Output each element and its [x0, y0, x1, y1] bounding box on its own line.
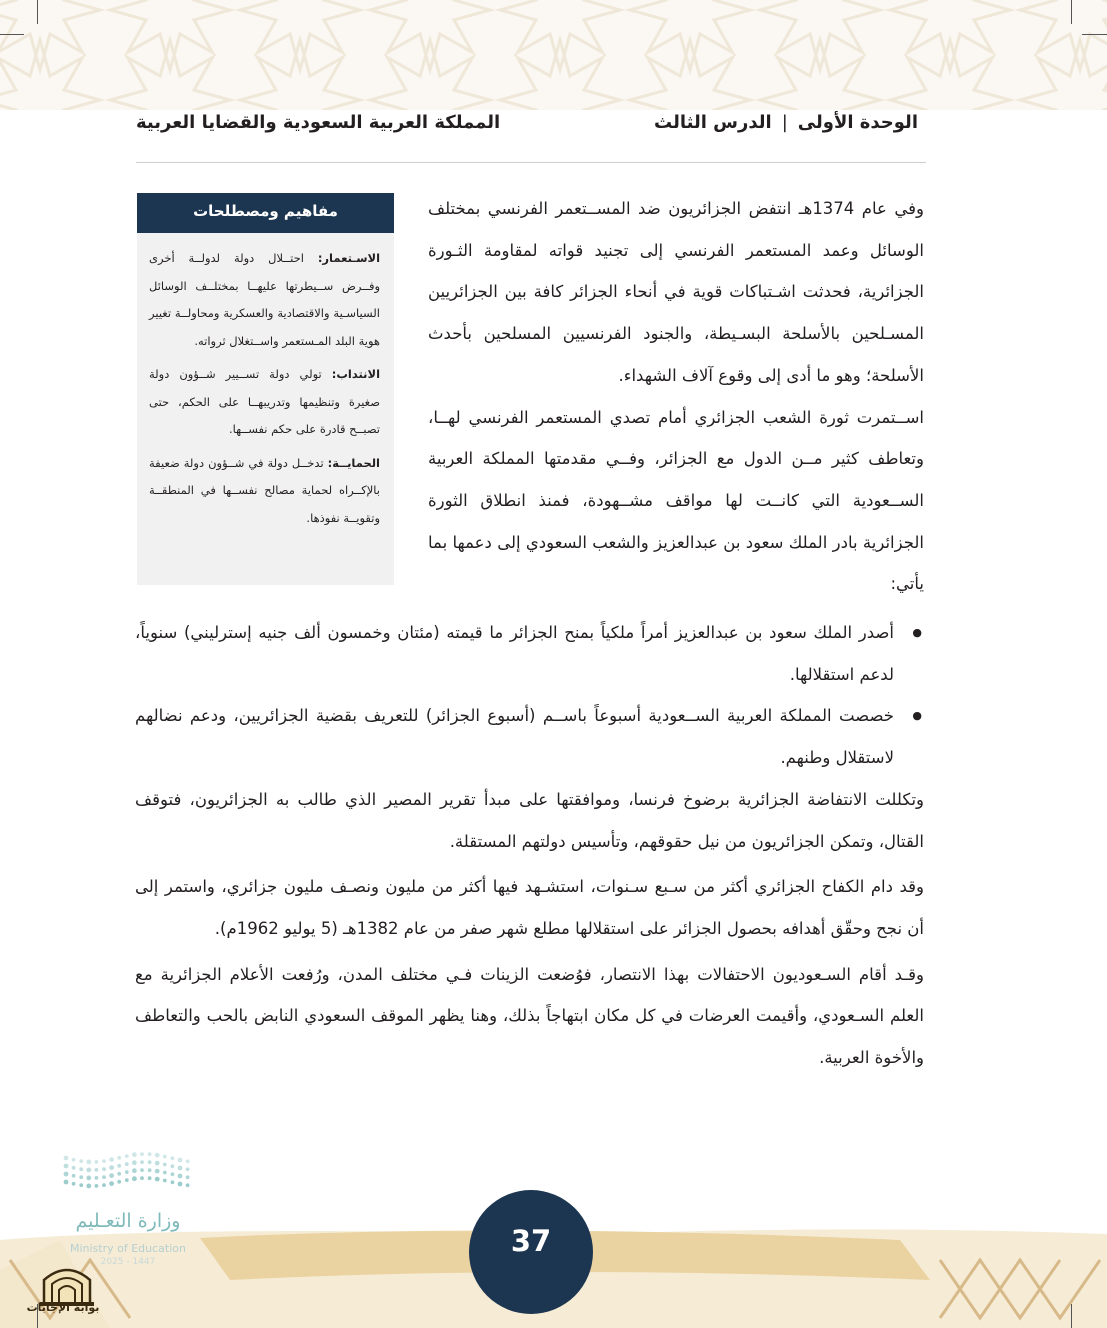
- sidebar-body: [137, 233, 394, 546]
- logo-dot: [178, 1182, 183, 1187]
- crop-mark: [0, 34, 24, 35]
- logo-dot: [132, 1160, 137, 1165]
- main-text-column: [428, 188, 924, 605]
- logo-dot: [95, 1184, 99, 1188]
- logo-dot: [86, 1160, 91, 1165]
- logo-dot: [79, 1183, 83, 1187]
- full-width-text: [135, 612, 924, 1083]
- header-divider: [136, 162, 926, 163]
- body-paragraph: وتكللت الانتفاضة الجزائرية برضوخ فرنسا، وموافقتها على مبدأ تقرير المصير الذي طالب به الجزائريون، فتوقف القتال، وتمكن الجزائريون من نيل حقوقهم، وتأسيس دولتهم المستقلة.: [135, 789, 924, 851]
- logo-dot: [171, 1156, 175, 1160]
- logo-dot: [186, 1167, 190, 1171]
- logo-dot: [72, 1174, 76, 1178]
- body-paragraph: وفي عام 1374هـ انتفض الجزائريون ضد المســتعمر الفرنسي بمختلف الوسائل وعمد المستعمر الفرنسي إلى تجنيد قواته لمقاومة الثـورة الجزائرية، فحدثت اشـتباكات قوية في أنحاء الجزائر كافة بين الجزائريين المسـلحين بالأسلحة البسـيطة، والجنود الفرنسيين المسلحين بأحدث الأسلحة؛ وهو ما أدى إلى وقوع آلاف الشهداء.: [428, 199, 924, 385]
- logo-dot: [148, 1176, 152, 1180]
- page-header: [136, 112, 918, 146]
- logo-dot: [140, 1160, 144, 1164]
- logo-dot: [171, 1180, 175, 1184]
- topic-title: المملكة العربية السعودية والقضايا العربية: [136, 112, 501, 133]
- logo-dot: [86, 1184, 91, 1189]
- page-number: 37: [510, 1224, 552, 1258]
- logo-dot: [72, 1166, 76, 1170]
- logo-dot: [86, 1176, 91, 1181]
- top-decorative-pattern: [0, 0, 1107, 110]
- logo-dot: [178, 1174, 183, 1179]
- ministry-logo: [58, 1150, 208, 1270]
- logo-dot: [148, 1152, 152, 1156]
- term-protectorate: [149, 450, 380, 533]
- logo-dot: [163, 1163, 167, 1167]
- watermark-text: بوابة الإجابات: [26, 1301, 100, 1314]
- logo-dot: [132, 1168, 137, 1173]
- logo-dot: [186, 1175, 190, 1179]
- unit-title: الوحدة الأولى: [797, 112, 918, 133]
- crop-mark: [1071, 0, 1072, 24]
- logo-dot: [186, 1159, 190, 1163]
- body-paragraph: وقد دام الكفاح الجزائري أكثر من سـبع سـنوات، استشـهد فيها أكثر من مليون ونصـف مليون جزائري، واستمر إلى أن نجح وحقّق أهدافه بحصول الجزائر على استقلالها مطلع شهر صفر من عام 1382هـ (5 يوليو 1962م).: [135, 877, 924, 938]
- logo-dot: [102, 1175, 106, 1179]
- logo-dot: [72, 1182, 76, 1186]
- crop-mark: [37, 0, 38, 24]
- logo-dot: [132, 1176, 137, 1181]
- ministry-name-english: Ministry of Education: [69, 1242, 186, 1255]
- header-separator: |: [781, 112, 788, 133]
- logo-dot: [64, 1156, 69, 1161]
- ministry-name-arabic: وزارة التعـليم: [75, 1210, 181, 1232]
- logo-dot: [148, 1160, 152, 1164]
- logo-dot: [155, 1169, 160, 1174]
- logo-dot: [163, 1155, 167, 1159]
- lesson-title: الدرس الثالث: [654, 112, 772, 133]
- logo-dot: [117, 1164, 121, 1168]
- logo-dot: [155, 1161, 160, 1166]
- logo-dot: [79, 1175, 83, 1179]
- sidebar-title: مفاهيم ومصطلحات: [137, 193, 394, 233]
- term-name: الاسـتعمار:: [317, 251, 381, 265]
- logo-dot: [72, 1158, 76, 1162]
- bullet-item: ● خصصت المملكة العربية الســعودية أسبوعاً باســم (أسبوع الجزائر) للتعريف بقضية الجزائريين، ودعم نضالهم لاستقلال وطنهم.: [135, 695, 924, 778]
- gateway-watermark-icon: [28, 1256, 106, 1326]
- logo-dot: [64, 1164, 69, 1169]
- logo-dot: [117, 1180, 121, 1184]
- logo-dot: [140, 1176, 144, 1180]
- logo-dot: [171, 1164, 175, 1168]
- logo-dot: [95, 1168, 99, 1172]
- logo-dot: [109, 1165, 114, 1170]
- logo-dot: [102, 1167, 106, 1171]
- logo-dot: [125, 1170, 129, 1174]
- term-definition: تدخــل دولة في شــؤون دولة ضعيفة بالإكــراه لحماية مصالح نفســها في المنطقــة وتقويــة نفوذها.: [149, 455, 380, 525]
- logo-dot: [163, 1179, 167, 1183]
- logo-dot: [79, 1167, 83, 1171]
- logo-dot: [186, 1183, 190, 1187]
- logo-dot: [125, 1178, 129, 1182]
- logo-dot: [79, 1159, 83, 1163]
- logo-dot: [163, 1171, 167, 1175]
- term-definition: تولي دولة تســيير شــؤون دولة صغيرة وتنظيمها وتدريبهــا على الحكم، حتى تصبــح قادرة على حكم نفســها.: [149, 367, 380, 436]
- logo-dot: [102, 1159, 106, 1163]
- edition-year: 2025 - 1447: [100, 1257, 156, 1267]
- ministry-dots-icon: [58, 1150, 198, 1200]
- logo-dot: [125, 1154, 129, 1158]
- logo-dot: [140, 1168, 144, 1172]
- logo-dot: [155, 1153, 160, 1158]
- logo-dot: [95, 1176, 99, 1180]
- unit-lesson-label: [654, 112, 918, 133]
- body-paragraph: وقـد أقام السـعوديون الاحتفالات بهذا الانتصار، فوُضعت الزينات فـي مختلف المدن، ورُفعت الأعلام الجزائرية مع العلم السـعودي، وأقيمت العرضات في كل مكان ابتهاجاً بذلك، وهنا يظهر الموقف السعودي النابض بالحب والتعاطف والأخوة العربية.: [135, 964, 924, 1068]
- logo-dot: [102, 1183, 106, 1187]
- logo-dot: [155, 1177, 160, 1182]
- logo-dot: [95, 1160, 99, 1164]
- logo-dot: [171, 1172, 175, 1176]
- term-colonialism: [149, 245, 380, 355]
- term-name: الانتداب:: [331, 367, 381, 381]
- crop-mark: [1071, 1304, 1072, 1328]
- logo-dot: [86, 1168, 91, 1173]
- term-name: الحمايــة:: [327, 455, 381, 470]
- body-paragraph: اســتمرت ثورة الشعب الجزائري أمام تصدي المستعمر الفرنسي لهــا، وتعاطف كثير مــن الدول مع الجزائر، وفــي مقدمتها المملكة العربية الســعودية التي كانــت لها مواقف مشــهودة، فمنذ انطلاق الثورة الجزائرية بادر الملك سعود بن عبدالعزيز والشعب السعودي إلى دعمها بما يأتي:: [428, 407, 924, 594]
- logo-dot: [148, 1168, 152, 1172]
- logo-dot: [109, 1157, 114, 1162]
- concepts-sidebar: [137, 193, 394, 585]
- logo-dot: [109, 1173, 114, 1178]
- logo-dot: [178, 1158, 183, 1163]
- crop-mark: [1082, 34, 1107, 35]
- logo-dot: [117, 1156, 121, 1160]
- bullet-item: ● أصدر الملك سعود بن عبدالعزيز أمراً ملكياً بمنح الجزائر ما قيمته (مئتان وخمسون ألف جنيه إسترليني) سنوياً، لدعم استقلالها.: [135, 612, 924, 695]
- term-definition: احتــلال دولة لدولــة أخرى وفــرض ســيطرتها عليهــا بمختلــف الوسائل السياسـية والاقتصادية والعسكرية ومحاولــة تغيير هوية البلد المـستعمر واســتغلال ثرواته.: [149, 251, 380, 348]
- logo-dot: [64, 1180, 69, 1185]
- logo-dot: [109, 1181, 114, 1186]
- logo-dot: [140, 1152, 144, 1156]
- logo-dot: [132, 1152, 137, 1157]
- logo-dot: [125, 1162, 129, 1166]
- logo-dot: [64, 1172, 69, 1177]
- logo-dot: [117, 1172, 121, 1176]
- logo-dot: [178, 1166, 183, 1171]
- term-mandate: [149, 361, 380, 444]
